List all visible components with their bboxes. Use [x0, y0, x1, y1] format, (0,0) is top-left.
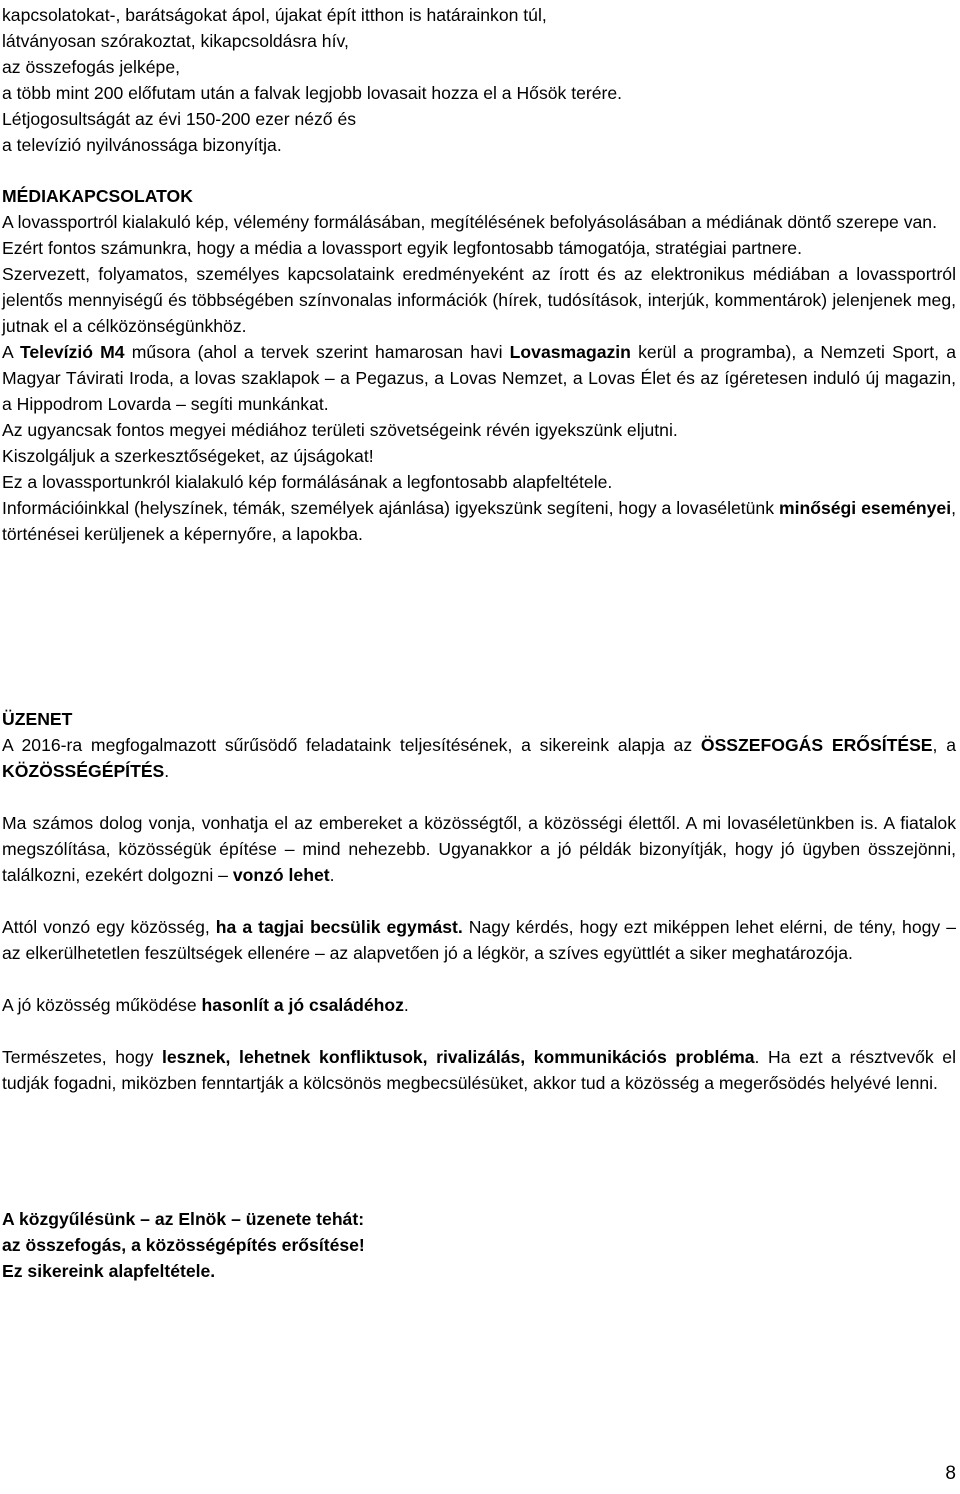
closing-line: az összefogás, a közösségépítés erősítése!: [2, 1235, 365, 1255]
intro-line: Létjogosultságát az évi 150-200 ezer néző és: [2, 109, 357, 129]
media-paragraph: A lovassportról kialakuló kép, vélemény formálásában, megítélésének befolyásolásában a médiának döntő szerepe van.: [2, 212, 937, 232]
media-paragraph: Ezért fontos számunkra, hogy a média a lovassport egyik legfontosabb támogatója, stratégiai partnere.: [2, 238, 802, 258]
intro-line: az összefogás jelképe,: [2, 57, 180, 77]
uzenet-paragraph: A 2016-ra megfogalmazott sűrűsödő feladataink teljesítésének, a sikereink alapja az ÖSSZEFOGÁS ERŐSÍTÉSE, a KÖZÖSSÉGÉPÍTÉS.: [2, 735, 956, 781]
media-paragraph: A Televízió M4 műsora (ahol a tervek szerint hamarosan havi Lovasmagazin kerül a programba), a Nemzeti Sport, a Magyar Távirati Iroda, a lovas szaklapok – a Pegazus, a Lovas Nemzet, a Lovas Élet és az ígéretesen induló új magazin, a Hippodrom Lovarda – segíti munkánkat.: [2, 342, 956, 414]
media-paragraph: Kiszolgáljuk a szerkesztőségeket, az újságokat!: [2, 446, 374, 466]
uzenet-paragraph: A jó közösség működése hasonlít a jó családéhoz.: [2, 995, 409, 1015]
media-paragraph: Az ugyancsak fontos megyei médiához területi szövetségeink révén igyekszünk eljutni.: [2, 420, 678, 440]
media-section: [2, 183, 956, 547]
intro-line: a több mint 200 előfutam után a falvak legjobb lovasait hozza el a Hősök terére.: [2, 83, 623, 103]
media-heading: MÉDIAKAPCSOLATOK: [2, 186, 193, 206]
intro-line: kapcsolatokat-, barátságokat ápol, újakat épít itthon is határainkon túl,: [2, 5, 547, 25]
intro-block: [2, 2, 956, 158]
uzenet-paragraph: Attól vonzó egy közösség, ha a tagjai becsülik egymást. Nagy kérdés, hogy ezt miképpen lehet elérni, de tény, hogy – az elkerülhetetlen feszültségek ellenére – az alapvetően jó a légkör, a szíves együttlét a siker meghatározója.: [2, 917, 956, 963]
media-paragraph: Szervezett, folyamatos, személyes kapcsolataink eredményeként az írott és az elektronikus médiában a lovassportról jelentős mennyiségű és többségében színvonalas információk (hírek, tudósítások, interjúk, kommentárok) jelenjenek meg, jutnak el a célközönségünkhöz.: [2, 264, 956, 336]
uzenet-section: [2, 706, 956, 1096]
media-paragraph: Információinkkal (helyszínek, témák, személyek ajánlása) igyekszünk segíteni, hogy a lovaséletünk minőségi eseményei, történései kerüljenek a képernyőre, a lapokba.: [2, 498, 956, 544]
page-number: 8: [945, 1463, 956, 1484]
media-paragraph: Ez a lovassportunkról kialakuló kép formálásának a legfontosabb alapfeltétele.: [2, 472, 613, 492]
uzenet-heading: ÜZENET: [2, 709, 73, 729]
closing-block: [2, 1206, 956, 1284]
uzenet-paragraph: Természetes, hogy lesznek, lehetnek konfliktusok, rivalizálás, kommunikációs probléma. Ha ezt a résztvevők el tudják fogadni, miközben fenntartják a kölcsönös megbecsülésüket, akkor tud a közösség a megerősödés helyévé lenni.: [2, 1047, 956, 1093]
intro-line: látványosan szórakoztat, kikapcsoldásra hív,: [2, 31, 349, 51]
intro-line: a televízió nyilvánossága bizonyítja.: [2, 135, 282, 155]
uzenet-paragraph: Ma számos dolog vonja, vonhatja el az embereket a közösségtől, a közösségi élettől. A mi lovaséletünkben is. A fiatalok megszólítása, közösségük építése – mind nehezebb. Ugyanakkor a jó példák bizonyítják, hogy jó ügyben összejönni, találkozni, ezekért dolgozni – vonzó lehet.: [2, 813, 956, 885]
closing-line: Ez sikereink alapfeltétele.: [2, 1261, 216, 1281]
closing-line: A közgyűlésünk – az Elnök – üzenete tehát:: [2, 1209, 365, 1229]
